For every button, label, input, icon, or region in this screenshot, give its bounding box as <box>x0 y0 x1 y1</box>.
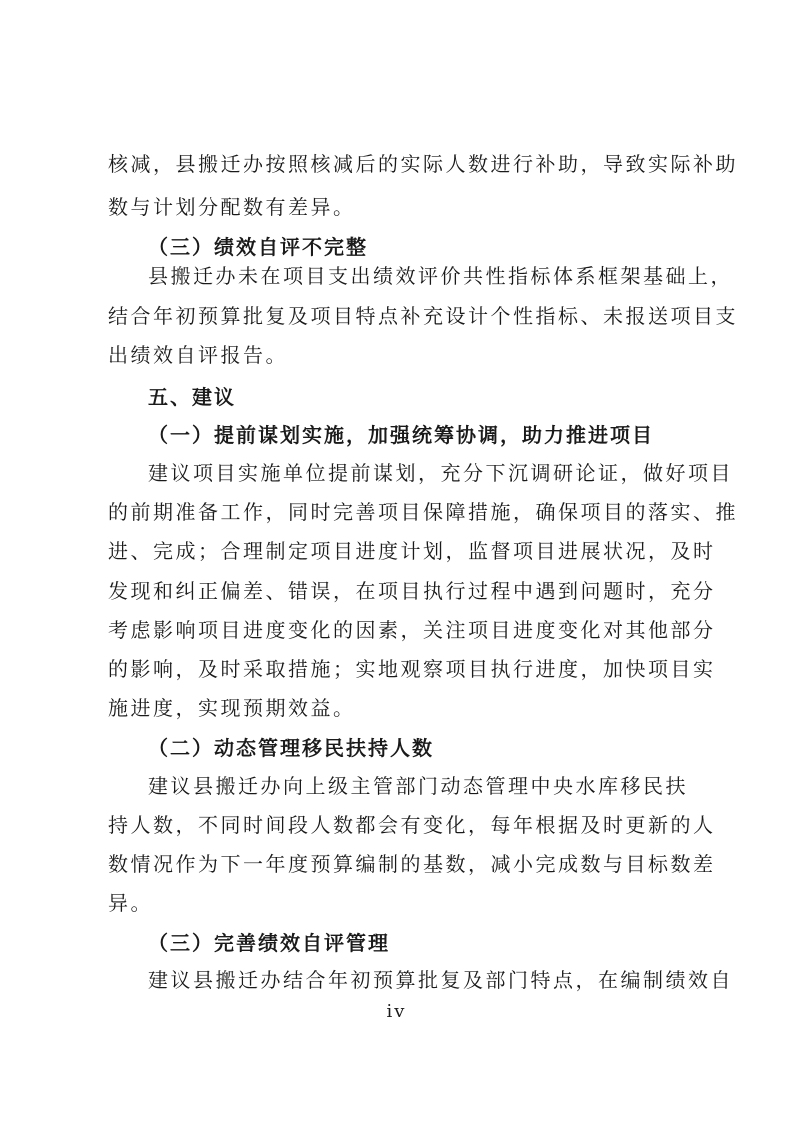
body-text-line: 异。 <box>108 891 153 915</box>
subsection-heading: （一）提前谋划实施，加强统筹协调，助力推进项目 <box>148 423 654 447</box>
body-text-line: 发现和纠正偏差、错误，在项目执行过程中遇到问题时，充分 <box>108 579 716 603</box>
body-text-line: 建议项目实施单位提前谋划，充分下沉调研论证，做好项目 <box>148 461 733 485</box>
body-text-line: 施进度，实现预期效益。 <box>108 696 356 720</box>
body-text-line: 的影响，及时采取措施；实地观察项目执行进度，加快项目实 <box>108 657 716 681</box>
body-text-line: 考虑影响项目进度变化的因素，关注项目进度变化对其他部分 <box>108 618 716 642</box>
page-number: iv <box>386 1001 407 1022</box>
body-text-line: 建议县搬迁办结合年初预算批复及部门特点，在编制绩效自 <box>148 968 733 992</box>
body-text-line: 建议县搬迁办向上级主管部门动态管理中央水库移民扶 <box>148 774 688 798</box>
subsection-heading: （二）动态管理移民扶持人数 <box>148 736 434 760</box>
body-text-line: 数与计划分配数有差异。 <box>108 195 356 219</box>
body-text-line: 数情况作为下一年度预算编制的基数，减小完成数与目标数差 <box>108 852 716 876</box>
section-heading: 五、建议 <box>148 385 236 409</box>
body-text-line: 持人数，不同时间段人数都会有变化，每年根据及时更新的人 <box>108 813 716 837</box>
subsection-heading: （三）绩效自评不完整 <box>148 235 368 259</box>
body-text-line: 进、完成；合理制定项目进度计划，监督项目进展状况，及时 <box>108 539 716 563</box>
body-text-line: 出绩效自评报告。 <box>108 343 288 367</box>
subsection-heading: （三）完善绩效自评管理 <box>148 931 390 955</box>
body-text-line: 县搬迁办未在项目支出绩效评价共性指标体系框架基础上， <box>148 264 733 288</box>
body-text-line: 的前期准备工作，同时完善项目保障措施，确保项目的落实、推 <box>108 500 738 524</box>
body-text-line: 结合年初预算批复及项目特点补充设计个性指标、未报送项目支 <box>108 304 738 328</box>
body-text-line: 核减，县搬迁办按照核减后的实际人数进行补助，导致实际补助 <box>108 152 738 176</box>
